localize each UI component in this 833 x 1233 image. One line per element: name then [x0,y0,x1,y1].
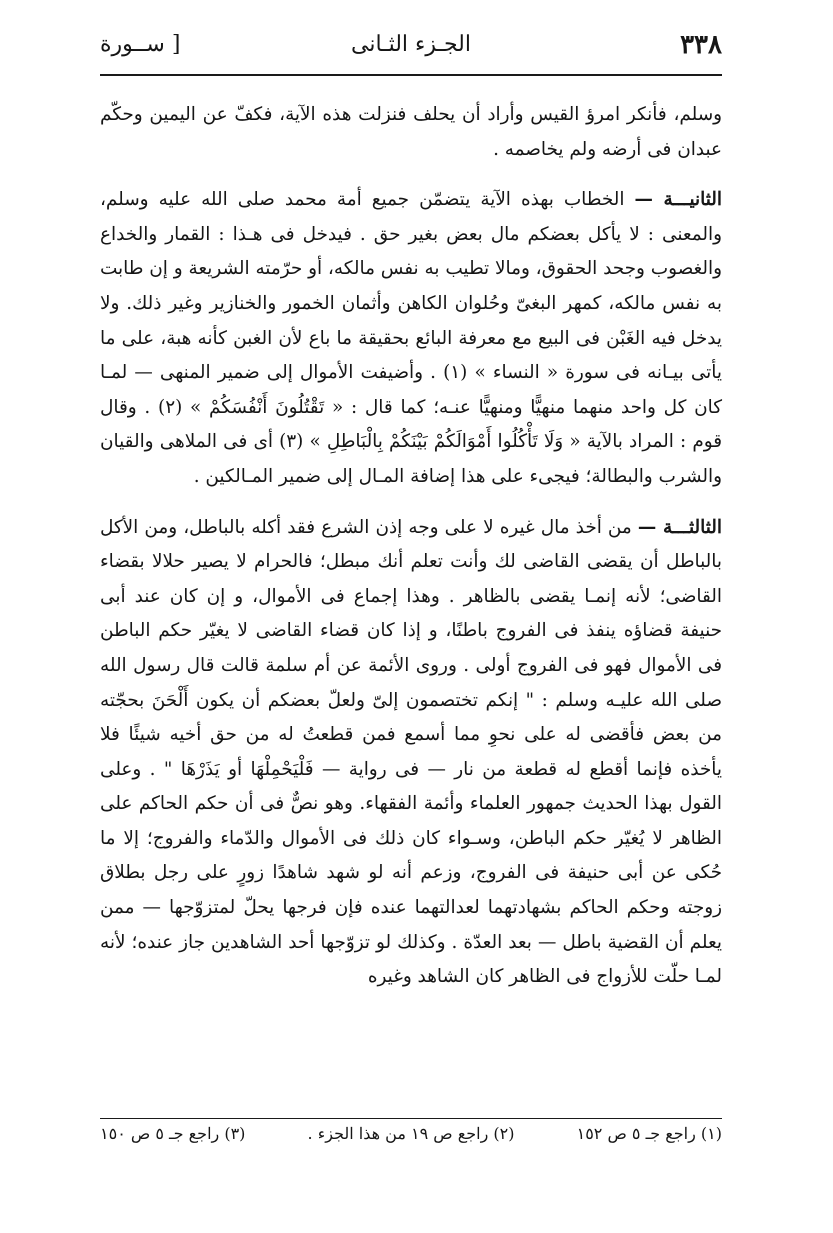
paragraph-2-text: الخطاب بهذه الآية يتضمّن جميع أمة محمد صلى الله عليه وسلم، والمعنى : لا يأكل بعضكم مال بعض بغير حق . فيدخل فى هـذا : القمار والخداع والغصوب وجحد الحقوق، ومالا تطيب به نفس مالكه، أو حرّمته الشريعة و إن طابت به نفس مالكه، كمهر البغىّ وحُلوان الكاهن وأثمان الخمور والخنازير وغير ذلك. ولا يدخل فيه الغَبْن فى البيع مع معرفة البائع بحقيقة ما باع لأن الغبن كأنه هبة، على ما يأتى بيـانه فى سورة « النساء » (١) . وأضيفت الأموال إلى ضمير المنهى — لمـا كان كل واحد منهما منهيًّا ومنهيًّا عنـه؛ كما قال : « تَقْتُلُونَ أَنْفُسَكُمْ » (٢) . وقال قوم : المراد بالآية « وَلَا تَأْكُلُوا أَمْوَالَكُمْ بَيْنَكُمْ بِالْبَاطِلِ » (٣) أى فى الملاهى والقيان والشرب والبطالة؛ فيجىء على هذا إضافة المـال إلى ضمير المـالكين . [100,189,723,487]
footnote-rule [100,1118,722,1119]
paragraph-3 [100,511,722,995]
paragraph-3-heading: الثالثـــة — [637,516,722,538]
paragraph-2 [100,183,722,494]
page-number: ٣٣٨ [680,30,722,60]
part-title: الجـزء الثـانى [350,32,471,57]
footnotes [100,1124,722,1154]
footnote-2: (٢) راجع ص ١٩ من هذا الجزء . [307,1124,515,1143]
paragraph-gap [100,167,722,183]
footnote-3: (٣) راجع جـ ٥ ص ١٥٠ [100,1124,246,1143]
body-text [100,98,722,995]
surah-label: [ ســورة [100,32,181,57]
paragraph-2-heading: الثانيـــة — [634,189,722,211]
running-header [100,28,722,68]
paragraph-3-text: من أخذ مال غيره لا على وجه إذن الشرع فقد أكله بالباطل، ومن الأكل بالباطل أن يقضى القاضى لك وأنت تعلم أنك مبطل؛ فالحرام لا يصير حلالا بقضاء القاضى؛ لأنه إنمـا يقضى بالظاهر . وهذا إجماع فى الأموال، و إن كان عند أبى حنيفة قضاؤه ينفذ فى الفروج باطنًا، و إذا كان قضاء القاضى لا يغيّر حكم الباطن فى الأموال فهو فى الفروج أولى . وروى الأئمة عن أم سلمة قالت قال رسول الله صلى الله عليـه وسلم : " إنكم تختصمون إلىّ ولعلّ بعضكم أن يكون أَلْحَنَ بحجّته من بعض فأقضى له على نحوِ مما أسمع فمن قطعتُ له من حق أخيه شيئًا فلا يأخذه فإنما أقطع له قطعة من نار — فى رواية — فَلْيَحْمِلْهَا أو يَذَرْهَا " . وعلى القول بهذا الحديث جمهور العلماء وأئمة الفقهاء. وهو نصٌّ فى أن حكم الحاكم على الظاهر لا يُغيّر حكم الباطن، وسـواء كان ذلك فى الأموال والدّماء والفروج؛ إلا ما حُكى عن أبى حنيفة فى الفروج، وزعم أنه لو شهد شاهدًا زورٍ على رجل بطلاق زوجته وحكم الحاكم بشهادتهما لعدالتهما عنده فإن فرجها يحلّ لمتزوّجها — ممن يعلم أن القضية باطل — بعد العدّة . وكذلك لو تزوّجها أحد الشاهدين جاز عنده؛ لأنه لمـا حلّت للأزواج فى الظاهر كان الشاهد وغيره [100,516,722,988]
paragraph-1-text: وسلم، فأنكر امرؤ القيس وأراد أن يحلف فنزلت هذه الآية، فكفّ عن اليمين وحكّم عبدان فى أرضه ولم يخاصمه . [100,104,722,160]
header-rule [100,74,722,76]
footnote-1: (١) راجع جـ ٥ ص ١٥٢ [576,1124,722,1143]
paragraph-1 [100,98,722,167]
paragraph-gap [100,495,722,511]
